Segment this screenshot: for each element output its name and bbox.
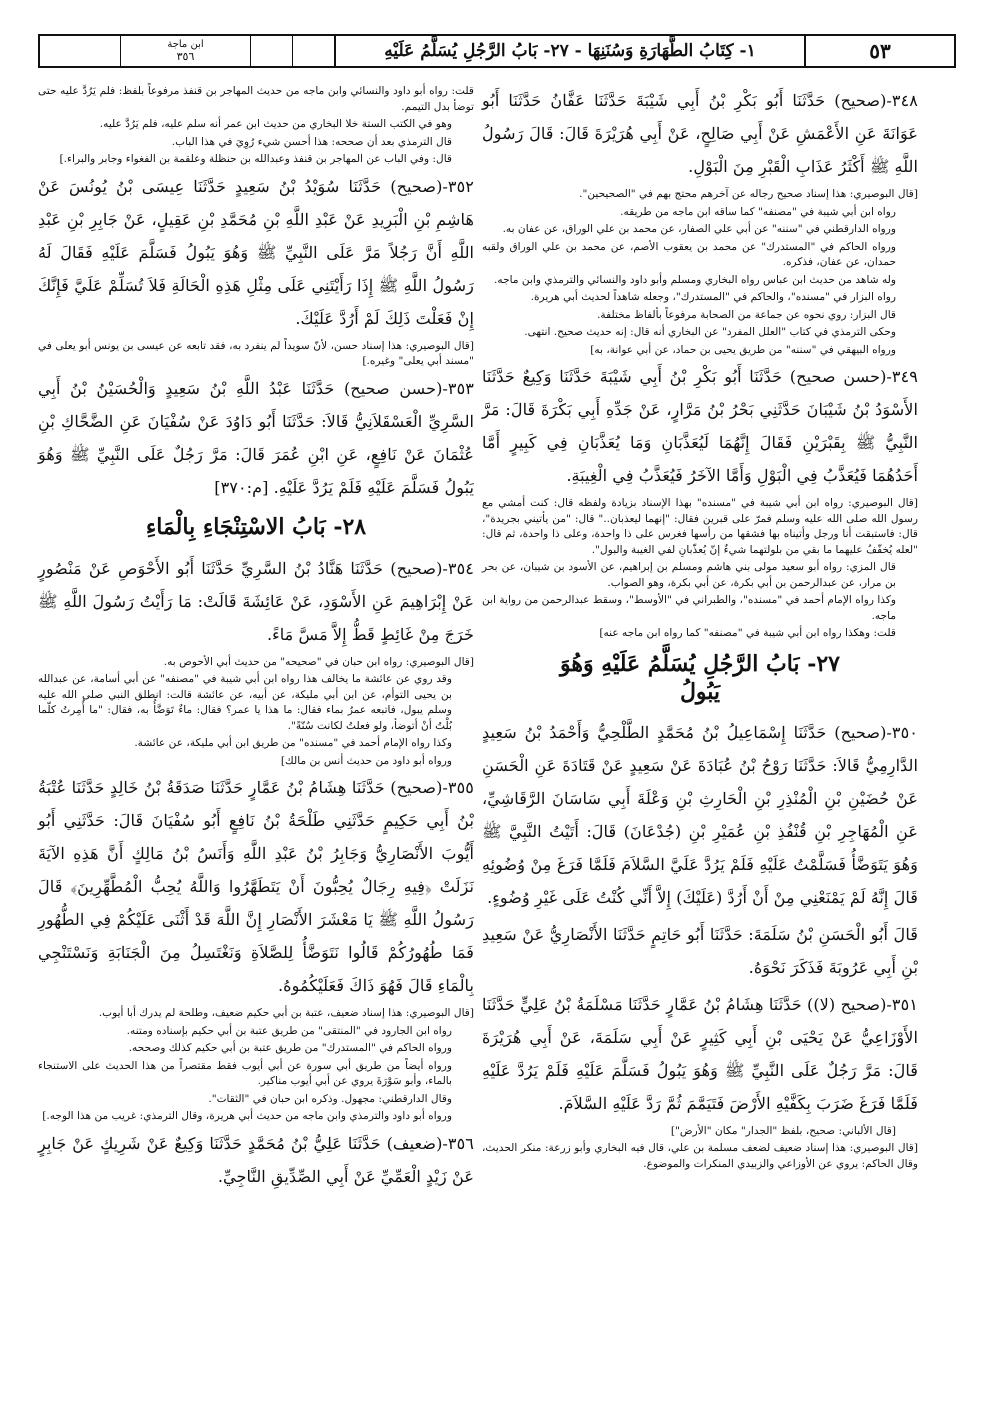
footnote: وقد روي عن عائشة ما يخالف هذا رواه ابن أبي شيبة في "مصنفه" عن أبي أسامة، عن عبدالله بن يحيى التوأم، عن ابن أبي مليكة، عن أبيه، عن عائشة قالت: انطلق النبي صلى الله عليه وسلم يبول، فاتبعه عمرُ بماء فقال: ما هذا يا عمر؟ فقال: ماءٌ تَوَضَّأُ به، فقال: "ما أُمِرتُ كلّما بُلْتُ أنْ أتوضأ، ولو فعلتُ لكانت سُنّةً".	[38, 673, 452, 732]
right-column	[482, 84, 918, 1174]
reference-label: ابن ماجة	[167, 39, 204, 50]
page-number: ٥٣	[804, 36, 954, 66]
footnote: وهو في الكتب الستة خلا البخاري من حديث ابن عمر أنه سلم عليه، فلم يَرُدَّ عليه.	[99, 118, 452, 130]
chapter-heading-line: ٢٧- بَابُ الرَّجُلِ يُسَلَّمُ عَلَيْهِ وَهُوَ	[560, 650, 840, 677]
footnote: ورواه أيضاً من طريق أبي سورة عن أبي أيوب فقط مقتصراً من هذا الحديث على الاستنجاء بالماء، وأبو سَوْرَةَ يروي عن أبي أيوب مناكير.	[38, 1059, 452, 1087]
footnote: قال البزار: روي نحوه عن جماعة من الصحابة مرفوعاً بألفاظ مختلفة.	[597, 308, 896, 321]
footnote: وكذا رواه الإمام أحمد في "مسنده" من طريق ابن أبي مليكة، عن عائشة.	[134, 737, 452, 749]
footnote: قلت: وهكذا رواه ابن أبي شيبة في "مصنفه" كما رواه ابن ماجه عنه]	[599, 627, 896, 639]
footnote: ورواه الحاكم في "المستدرك" عن محمد بن يعقوب الأصم، عن محمد بن علي الوراق ولقبه حمدان، عن عفان، فذكره.	[482, 240, 896, 268]
footnote: [قال البوصيري: هذا إسناد ضعيف، عتبة بن أبي حكيم ضعيف، وطلحة لم يدرك أبا أيوب.	[98, 1007, 474, 1019]
footnote: قال: وفي الباب عن المهاجر بن قنفذ وعبدالله بن حنظلة وعلقمة بن الفغواء وجابر والبراء.]	[59, 153, 452, 165]
reference-number: ٣٥٦	[176, 50, 195, 63]
hadith-353: ٣٥٣-(حسن صحيح) حَدَّثَنَا عَبْدُ اللَّهِ بْنُ سَعِيدٍ وَالْحُسَيْنُ بْنُ أَبِي السَّرِيِّ الْعَسْقَلاَنِيُّ قَالاَ: حَدَّثَنَا أَبُو دَاوُدَ عَنْ سُفْيَانَ عَنِ الضَّحَّاكِ بْنِ عُثْمَانَ عَنْ نَافِعٍ، عَنِ ابْنِ عُمَرَ قَالَ: مَرَّ رَجُلٌ عَلَى النَّبِيِّ ﷺ وَهُوَ يَبُولُ فَسَلَّمَ عَلَيْهِ فَلَمْ يَرُدَّ عَلَيْهِ. [م:٣٧٠]	[38, 378, 474, 497]
page-header	[38, 34, 956, 68]
footnote: رواه ابن الجارود في "المنتقى" من طريق عتبة بن أبي حكيم بإسناده ومتنه.	[126, 1024, 452, 1037]
footnote: وكذا رواه الإمام أحمد في "مسنده"، والطبراني في "الأوسط"، وسقط عبدالرحمن من رواية ابن ماجه.	[482, 594, 896, 622]
header-empty-cell	[292, 36, 334, 66]
footnote: ورواه البيهقي في "سننه" من طريق يحيى بن حماد، عن أبي عوانة، به]	[590, 343, 896, 356]
hadith-355: ٣٥٥-(صحيح) حَدَّثَنَا هِشَامُ بْنُ عَمَّارٍ حَدَّثَنَا صَدَقَةُ بْنُ خَالِدٍ حَدَّثَنَا عُتْبَةُ بْنُ أَبِي حَكِيمٍ حَدَّثَنِي طَلْحَةُ بْنُ نَافِعٍ أَبُو سُفْيَانَ قَالَ: حَدَّثَنِي أَبُو أَيُّوبَ الأَنْصَارِيُّ وَجَابِرُ بْنُ عَبْدِ اللَّهِ وَأَنَسُ بْنُ مَالِكٍ أَنَّ هَذِهِ الآيَةَ نَزَلَتْ ﴿فِيهِ رِجَالٌ يُحِبُّونَ أَنْ يَتَطَهَّرُوا وَاللَّهُ يُحِبُّ الْمُطَّهِّرِينَ﴾ قَالَ رَسُولُ اللَّهِ ﷺ يَا مَعْشَرَ الأَنْصَارِ إِنَّ اللَّهَ قَدْ أَثْنَى عَلَيْكُمْ فِي الطُّهُورِ فَمَا طُهُورُكُمْ قَالُوا نَتَوَضَّأُ لِلصَّلاَةِ وَنَغْتَسِلُ مِنَ الْجَنَابَةِ وَنَسْتَنْجِي بِالْمَاءِ قَالَ فَهُوَ ذَاكَ فَعَلَيْكُمُوهُ.	[38, 778, 474, 995]
footnote: وقال الدارقطني: مجهول. وذكره ابن حبان في "الثقات".	[208, 1092, 452, 1105]
footnote: ورواه الحاكم في "المستدرك" من طريق عتبة بن أبي حكيم كذلك وصححه.	[128, 1042, 452, 1054]
footnote: [قال البوصيري: رواه ابن حبان في "صحيحه" من حديث أبي الأحوص به.	[163, 655, 474, 668]
chapter-heading-28: ٢٨- بَابُ الاسْتِنْجَاءِ بِالْمَاءِ	[145, 513, 367, 540]
hadith-348: ٣٤٨-(صحيح) حَدَّثَنَا أَبُو بَكْرِ بْنُ أَبِي شَيْبَةَ حَدَّثَنَا عَفَّانُ حَدَّثَنَا أَبُو عَوَانَةَ عَنِ الأَعْمَشِ عَنْ أَبِي صَالِحٍ، عَنْ أَبِي هُرَيْرَةَ قَالَ: قَالَ رَسُولُ اللَّهِ ﷺ أَكْثَرُ عَذَابِ الْقَبْرِ مِنَ الْبَوْلِ.	[482, 91, 918, 176]
header-empty-cell	[250, 36, 292, 66]
hadith-350-addendum: قَالَ أَبُو الْحَسَنِ بْنُ سَلَمَةَ: حَدَّثَنَا أَبُو حَاتِمٍ حَدَّثَنَا الأَنْصَارِيُّ عَنْ سَعِيدِ بْنِ أَبِي عَرُوبَةَ فَذَكَرَ نَحْوَهُ.	[482, 924, 918, 977]
hadith-351: ٣٥١-(صحيح (لا)) حَدَّثَنَا هِشَامُ بْنُ عَمَّارٍ حَدَّثَنَا مَسْلَمَةُ بْنُ عَلِيٍّ حَدَّثَنَا الأَوْزَاعِيُّ عَنْ يَحْيَى بْنِ أَبِي كَثِيرٍ عَنْ أَبِي سَلَمَةَ، عَنْ أَبِي هُرَيْرَةَ قَالَ: مَرَّ رَجُلٌ عَلَى النَّبِيِّ ﷺ وَهُوَ يَبُولُ فَسَلَّمَ عَلَيْهِ فَلَمْ يَرُدَّ عَلَيْهِ فَلَمَّا فَرَغَ ضَرَبَ بِكَفَّيْهِ الأَرْضَ فَتَيَمَّمَ ثُمَّ رَدَّ عَلَيْهِ السَّلاَمَ.	[482, 994, 918, 1113]
footnote: قال الترمذي بعد أن صححه: هذا أحسن شيء رُوِيَ في هذا الباب.	[171, 135, 452, 148]
chapter-heading-27	[482, 650, 918, 706]
footnote: رواه البزار في "مسنده"، والحاكم في "المستدرك"، وجعله شاهداً لحديث أبي هريرة.	[530, 291, 896, 303]
reference-cell	[120, 36, 250, 66]
footnote: رواه ابن أبي شيبة في "مصنفه" كما ساقه ابن ماجه من طريقه.	[620, 205, 896, 218]
hadith-352: ٣٥٢-(صحيح) حَدَّثَنَا سُوَيْدُ بْنُ سَعِيدٍ حَدَّثَنَا عِيسَى بْنُ يُونُسَ عَنْ هَاشِمِ بْنِ الْبَرِيدِ عَنْ عَبْدِ اللَّهِ بْنِ مُحَمَّدِ بْنِ عَقِيلٍ، عَنْ جَابِرِ بْنِ عَبْدِ اللَّهِ أَنَّ رَجُلاً مَرَّ عَلَى النَّبِيِّ ﷺ وَهُوَ يَبُولُ فَسَلَّمَ عَلَيْهِ فَقَالَ لَهُ رَسُولُ اللَّهِ ﷺ إِذَا رَأَيْتَنِي عَلَى مِثْلِ هَذِهِ الْحَالَةِ فَلاَ تُسَلِّمْ عَلَيَّ فَإِنَّكَ إِنْ فَعَلْتَ ذَلِكَ لَمْ أَرُدَّ عَلَيْكَ.	[38, 176, 474, 328]
hadith-356: ٣٥٦-(ضعيف) حَدَّثَنَا عَلِيُّ بْنُ مُحَمَّدٍ حَدَّثَنَا وَكِيعٌ عَنْ شَرِيكٍ عَنْ جَابِرٍ عَنْ زَيْدٍ الْعَمِّيِّ عَنْ أَبِي الصِّدِّيقِ النَّاجِيِّ.	[38, 1133, 474, 1186]
footnote: وحكى الترمذي في كتاب "العلل المفرد" عن البخاري أنه قال: إنه حديث صحيح. انتهى.	[524, 326, 896, 338]
footnote: [قال البوصيري: رواه ابن أبي شيبة في "مسنده" بهذا الإسناد بزيادة ولفظه قال: كنت أمشي مع رسول الله صلى الله عليه وسلم فمرّ على قبرين فقال: "إنهما ليعذبان.." قال: "من يأتيني بجريدة"، قال: فاستبقت أنا ورجل وأتيناه بها فشقها من رأسها فغرس على ذا واحدة، وعلى ذا واحدة، ثم قال: "لعله يُخفّفُ عليهما ما بقي من بلولتهما شيءٌ إنّ يُعذّبانِ لفي الغيبة والبول".	[482, 497, 918, 556]
footnote: [قال البوصيري: هذا إسناد صحيح رجاله عن آخرهم محتج بهم في "الصحيحين".	[579, 188, 918, 200]
hadith-354: ٣٥٤-(صحيح) حَدَّثَنَا هَنَّادُ بْنُ السَّرِيِّ حَدَّثَنَا أَبُو الأَحْوَصِ عَنْ مَنْصُورٍ عَنْ إِبْرَاهِيمَ عَنِ الأَسْوَدِ، عَنْ عَائِشَةَ قَالَتْ: مَا رَأَيْتُ رَسُولَ اللَّهِ ﷺ خَرَجَ مِنْ غَائِطٍ قَطُّ إِلاَّ مَسَّ مَاءً.	[38, 558, 474, 644]
footnote: [قال الألباني: صحيح، بلفظ "الجدار" مكان "الأرض"]	[670, 1124, 896, 1137]
footnote: ورواه أبو داود من حديث أنس بن مالك]	[280, 754, 452, 767]
left-column	[38, 84, 474, 1197]
footnote: قال المزي: رواه أبو سعيد مولى بني هاشم ومسلم بن إبراهيم، عن الأسود بن شيبان، عن بحر بن مرار، عن عبدالرحمن بن أبي بكرة، عن أبي بكرة، وهو الصواب.	[482, 561, 896, 589]
footnote: وله شاهد من حديث ابن عباس رواه البخاري ومسلم وأبو داود والنسائي والترمذي وابن ماجه.	[494, 273, 896, 286]
footnote: ورواه الدارقطني في "سننه" عن أبي علي الصفار، عن محمد بن علي الوراق، عن عفان به.	[502, 223, 896, 235]
footnote: ورواه أبو داود والترمذي وابن ماجه من حديث أبي هريرة، وقال الترمذي: غريب من هذا الوجه.]	[42, 1110, 452, 1122]
running-title: ١- كِتَابُ الطَّهَارَةِ وَسُنَنِهَا - ٢٧- بَابُ الرَّجُلِ يُسَلَّمُ عَلَيْهِ	[334, 36, 804, 66]
footnote: [قال البوصيري: هذا إسناد ضعيف لضعف مسلمة بن علي، قال فيه البخاري وأبو زرعة: منكر الحديث، وقال الحاكم: يروي عن الأوزاعي والزبيدي المنكرات والموضوع.	[482, 1142, 918, 1170]
footnote: [قال البوصيري: هذا إسناد حسن، لأنّ سويداً لم ينفرد به، فقد تابعه عن عيسى بن يونس أبو يعلى في "مسند أبي يعلى" وغيره.]	[38, 339, 474, 367]
footnote: قلت: رواه أبو داود والنسائي وابن ماجه من حديث المهاجر بن قنفذ مرفوعاً بلفظ: فلم يَرُدَّ عليه حتى توضأ بدل التيمم.	[38, 85, 474, 113]
hadith-350: ٣٥٠-(صحيح) حَدَّثَنَا إِسْمَاعِيلُ بْنُ مُحَمَّدٍ الطَّلْحِيُّ وَأَحْمَدُ بْنُ سَعِيدٍ الدَّارِمِيُّ قَالاَ: حَدَّثَنَا رَوْحُ بْنُ عُبَادَةَ عَنْ سَعِيدٍ عَنْ قَتَادَةَ عَنِ الْحَسَنِ عَنْ حُضَيْنِ بْنِ الْمُنْذِرِ بْنِ الْحَارِثِ بْنِ وَعْلَةَ أَبِي سَاسَانَ الرَّقَاشِيِّ، عَنِ الْمُهَاجِرِ بْنِ قُنْفُذِ بْنِ عُمَيْرِ بْنِ (جُدْعَانَ) قَالَ: أَتَيْتُ النَّبِيَّ ﷺ وَهُوَ يَتَوَضَّأُ فَسَلَّمْتُ عَلَيْهِ فَلَمْ يَرُدَّ عَلَيَّ السَّلاَمَ فَلَمَّا فَرَغَ مِنْ وُضُوئِهِ قَالَ إِنَّهُ لَمْ يَمْنَعْنِي مِنْ أَنْ أَرُدَّ (عَلَيْكَ) إِلاَّ أَنِّي كُنْتُ عَلَى غَيْرِ وُضُوءٍ.	[482, 722, 918, 907]
header-empty-cell	[40, 36, 120, 66]
hadith-349: ٣٤٩-(حسن صحيح) حَدَّثَنَا أَبُو بَكْرِ بْنُ أَبِي شَيْبَةَ حَدَّثَنَا وَكِيعٌ حَدَّثَنَا الأَسْوَدُ بْنُ شَيْبَانَ حَدَّثَنِي بَحْرُ بْنُ مَرَّارٍ، عَنْ جَدِّهِ أَبِي بَكْرَةَ قَالَ: مَرَّ النَّبِيُّ ﷺ بِقَبْرَيْنِ فَقَالَ إِنَّهُمَا لَيُعَذَّبَانِ وَمَا يُعَذَّبَانِ فِي كَبِيرٍ أَمَّا أَحَدُهُمَا فَيُعَذَّبُ فِي الْبَوْلِ وَأَمَّا الآخَرُ فَيُعَذَّبُ فِي الْغِيبَةِ.	[482, 367, 918, 485]
chapter-heading-line: يَبُولُ	[679, 678, 721, 705]
